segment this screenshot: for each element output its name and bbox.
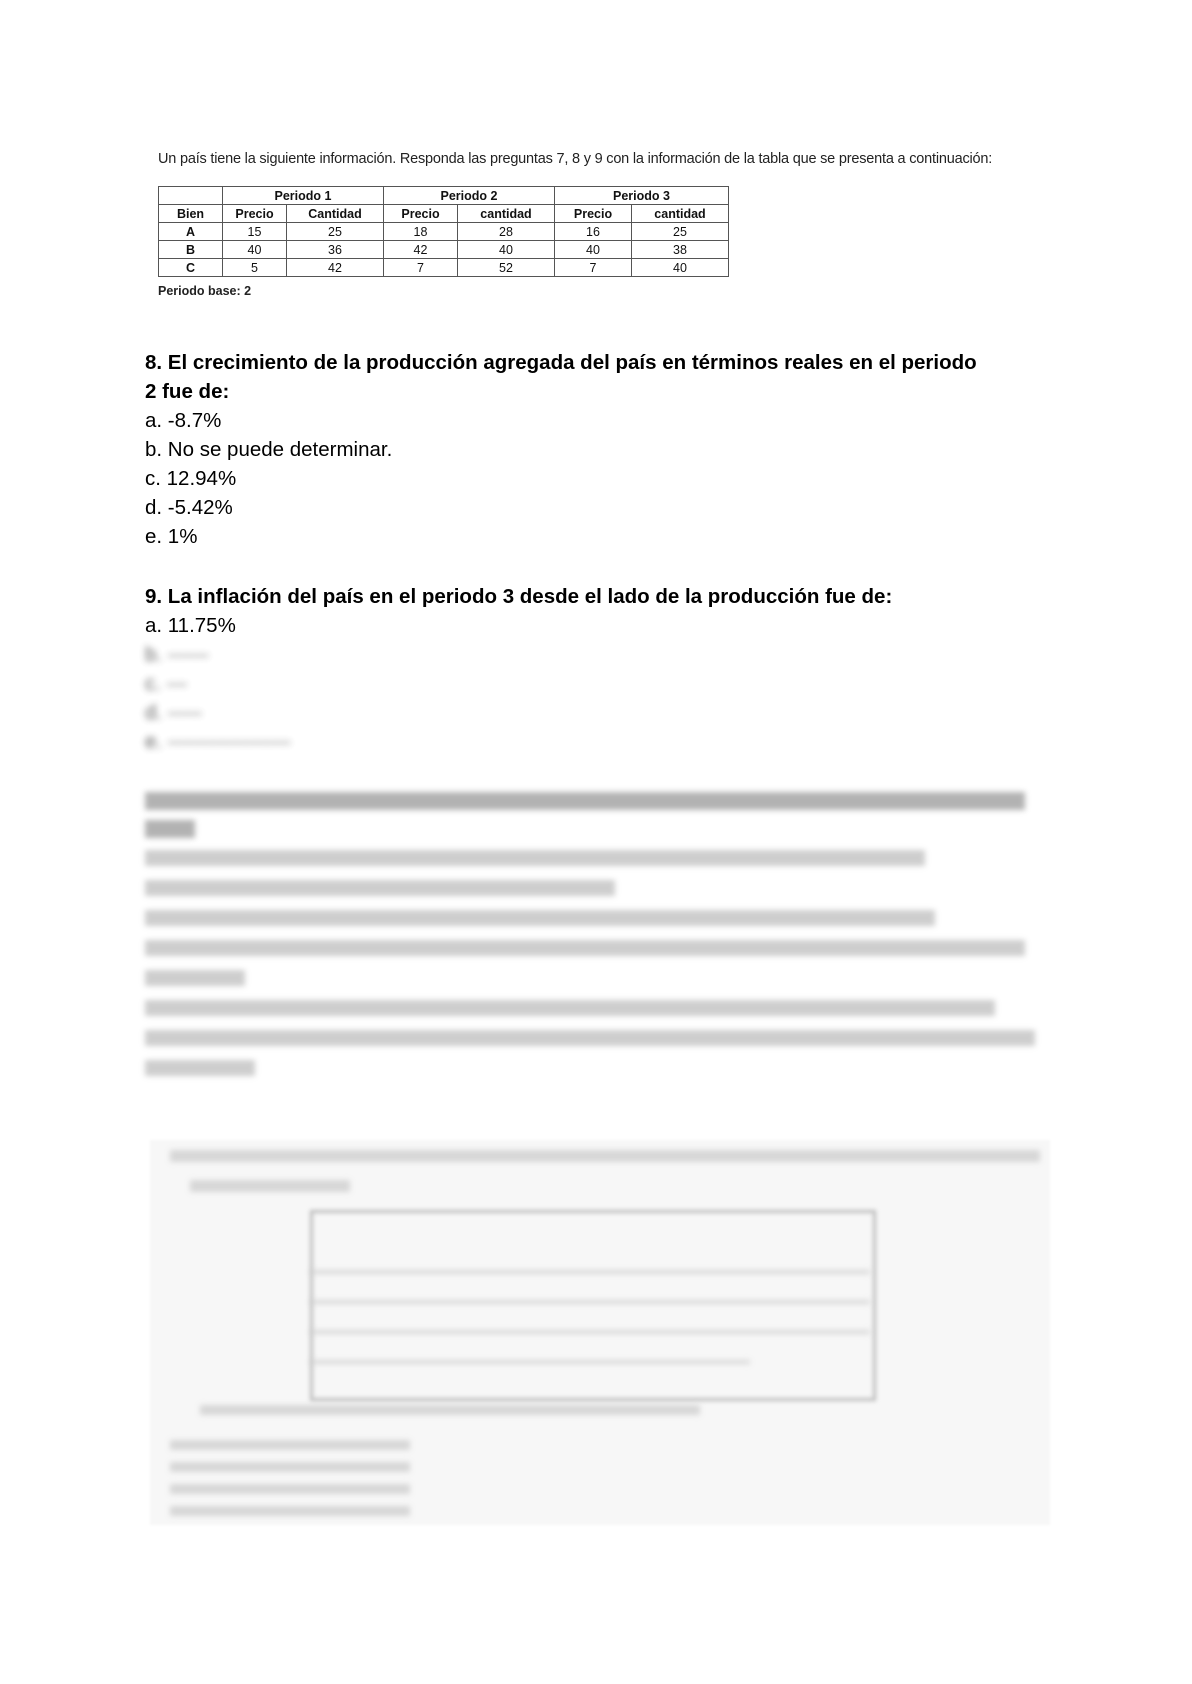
question-9-title: 9. La inflación del país en el periodo 3 desde el lado de la producción fue de:: [145, 585, 893, 608]
cell-value: 7: [384, 259, 458, 277]
period-1-header: Periodo 1: [223, 187, 384, 205]
cell-value: 40: [632, 259, 729, 277]
blurred-option-line: [170, 1440, 410, 1450]
blurred-text-line: [145, 792, 1025, 810]
blurred-option-line: [170, 1484, 410, 1494]
question-8-option-c: c. 12.94%: [145, 467, 237, 490]
cell-bien: A: [159, 223, 223, 241]
blurred-text-line: [145, 820, 195, 838]
question-9-option-b-blurred: b. ------: [145, 643, 209, 666]
blurred-text-line: [145, 1030, 1035, 1046]
goods-table: [158, 186, 729, 277]
blurred-text-line: [170, 1150, 1040, 1162]
question-8-title-line1: 8. El crecimiento de la producción agregada del país en términos reales en el periodo: [145, 351, 977, 374]
question-8-title-line2: 2 fue de:: [145, 380, 230, 403]
cell-value: 42: [287, 259, 384, 277]
column-header-row: [159, 205, 729, 223]
cell-bien: C: [159, 259, 223, 277]
table-row: [159, 241, 729, 259]
blurred-table: [310, 1210, 876, 1401]
blurred-text-line: [145, 1000, 995, 1016]
blurred-text-line: [145, 940, 1025, 956]
cell-value: 40: [223, 241, 287, 259]
table-row: [159, 223, 729, 241]
intro-text: Un país tiene la siguiente información. Responda las preguntas 7, 8 y 9 con la información de la tabla que se presenta a continuación:: [158, 151, 993, 167]
blurred-option-line: [170, 1506, 410, 1516]
question-8-option-e: e. 1%: [145, 525, 198, 548]
cell-bien: B: [159, 241, 223, 259]
period-header-row: [159, 187, 729, 205]
blurred-table-line: [310, 1360, 750, 1364]
question-8-option-d: d. -5.42%: [145, 496, 233, 519]
period-2-header: Periodo 2: [384, 187, 555, 205]
col-header-cantidad-1: Cantidad: [287, 205, 384, 223]
cell-value: 25: [632, 223, 729, 241]
question-9-option-c-blurred: c. ---: [145, 672, 188, 695]
blurred-text-line: [145, 1060, 255, 1076]
cell-value: 40: [555, 241, 632, 259]
cell-value: 28: [458, 223, 555, 241]
question-8-option-a: a. -8.7%: [145, 409, 222, 432]
cell-value: 5: [223, 259, 287, 277]
blurred-table-line: [310, 1300, 870, 1304]
cell-value: 16: [555, 223, 632, 241]
cell-value: 7: [555, 259, 632, 277]
cell-value: 25: [287, 223, 384, 241]
blurred-text-line: [145, 970, 245, 986]
blurred-text-line: [145, 850, 925, 866]
question-8-option-b: b. No se puede determinar.: [145, 438, 393, 461]
col-header-precio-1: Precio: [223, 205, 287, 223]
period-3-header: Periodo 3: [555, 187, 729, 205]
col-header-precio-2: Precio: [384, 205, 458, 223]
col-header-precio-3: Precio: [555, 205, 632, 223]
table-row: [159, 259, 729, 277]
blurred-text-line: [190, 1180, 350, 1192]
col-header-cantidad-2: cantidad: [458, 205, 555, 223]
col-header-bien: Bien: [159, 205, 223, 223]
cell-value: 52: [458, 259, 555, 277]
blurred-text-line: [145, 910, 935, 926]
cell-value: 15: [223, 223, 287, 241]
blurred-table-line: [310, 1270, 870, 1274]
question-8: [145, 348, 977, 551]
blurred-text-line: [200, 1405, 700, 1415]
blurred-text-line: [145, 880, 615, 896]
question-9-option-d-blurred: d. -----: [145, 701, 202, 724]
base-period-note: Periodo base: 2: [158, 284, 252, 298]
col-header-cantidad-3: cantidad: [632, 205, 729, 223]
question-9-option-a: a. 11.75%: [145, 614, 236, 637]
blurred-table-line: [310, 1330, 870, 1334]
cell-value: 40: [458, 241, 555, 259]
question-9-option-e-blurred: e. ------------------: [145, 730, 291, 753]
cell-value: 42: [384, 241, 458, 259]
blurred-option-line: [170, 1462, 410, 1472]
cell-value: 18: [384, 223, 458, 241]
cell-value: 38: [632, 241, 729, 259]
question-9: [145, 582, 892, 756]
cell-value: 36: [287, 241, 384, 259]
